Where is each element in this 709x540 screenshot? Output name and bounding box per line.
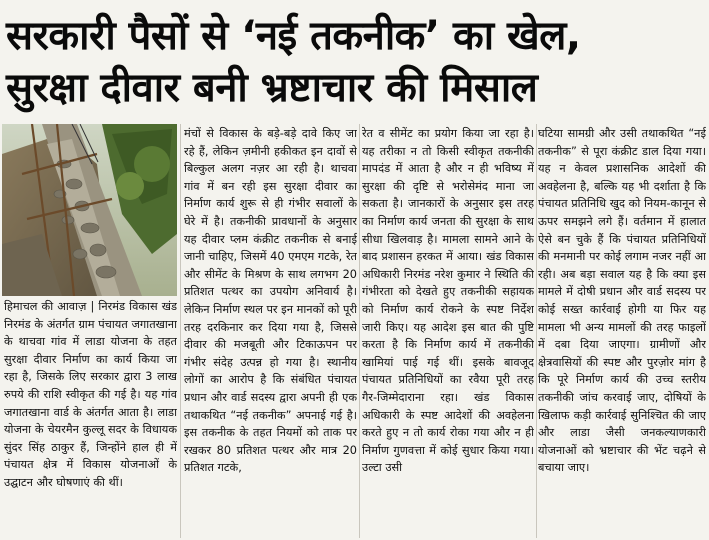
photo-illustration [2,124,177,296]
column-divider [180,124,181,538]
column-divider [536,124,537,538]
article-column-1: हिमाचल की आवाज़ | निरमंड विकास खंड निरमंड के अंतर्गत ग्राम पंचायत जगातखाना के थाचवा गांव में लाडा योजना के तहत सुरक्षा दीवार निर्माण का कार्य किया जा रहा है, जिसके लिए सरकार द्वारा 3 लाख रुपये की राशि स्वीकृत की गई है। यह गांव जगातखाना वार्ड के अंतर्गत आता है। लाडा योजना के चेयरमैन कुल्लू सदर के विधायक सुंदर सिंह ठाकुर हैं, जिन्होंने हाल ही में पंचायत क्षेत्र में विकास योजनाओं के उद्घाटन और घोषणाएं की थीं। [4,300,177,489]
headline-line-2: सुरक्षा दीवार बनी भ्रष्टाचार की मिसाल [6,65,538,111]
article-column-3: रेत व सीमेंट का प्रयोग किया जा रहा है। यह तरीका न तो किसी स्वीकृत तकनीकी मापदंड में आता है और न ही भविष्य में सुरक्षा की दृष्टि से भरोसेमंद माना जा सकता है। जानकारों के अनुसार इस तरह का निर्माण कार्य जनता की सुरक्षा के साथ सीधा खिलवाड़ है। मामला सामने आने के बाद प्रशासन हरकत में आया। खंड विकास अधिकारी निरमंड नरेश कुमार ने स्थिति की गंभीरता को देखते हुए तकनीकी सहायक को निर्माण कार्य रोकने के स्पष्ट निर्देश जारी किए। यह आदेश इस बात की पुष्टि करता है कि निर्माण कार्य में तकनीकी खामियां पाई गई थीं। इसके बावजूद पंचायत प्रतिनिधियों का रवैया पूरी तरह गैर-जिम्मेदाराना रहा। खंड विकास अधिकारी के स्पष्ट आदेशों की अवहेलना करते हुए न तो कार्य रोका गया और न ही निर्माण गुणवत्ता में कोई सुधार किया गया। उल्टा उसी [362,127,534,475]
article-column-2: मंचों से विकास के बड़े-बड़े दावे किए जा रहे हैं, लेकिन ज़मीनी हकीकत इन दावों से बिल्कुल अलग नज़र आ रही है। थाचवा गांव में बन रही इस सुरक्षा दीवार का निर्माण कार्य शुरू से ही गंभीर सवालों के घेरे में है। तकनीकी प्रावधानों के अनुसार यह दीवार प्लम कंक्रीट तकनीक से बनाई जानी चाहिए, जिसमें 40 एमएम गटके, रेत और सीमेंट के मिश्रण के साथ लगभग 20 प्रतिशत पत्थर का उपयोग अनिवार्य है। लेकिन निर्माण स्थल पर इन मानकों को पूरी तरह दरकिनार कर दिया गया है, जिससे दीवार की मजबूती और टिकाऊपन पर गंभीर संदेह उत्पन्न हो गया है। स्थानीय लोगों का आरोप है कि संबंधित पंचायत प्रधान और वार्ड सदस्य द्वारा अपनी ही एक तथाकथित “नई तकनीक” अपनाई गई है। इस तकनीक के तहत नियमों को ताक पर रखकर 80 प्रतिशत पत्थर और मात्र 20 प्रतिशत गटके, [184,127,357,475]
article-column-4: घटिया सामग्री और उसी तथाकथित “नई तकनीक” से पूरा कंक्रीट डाल दिया गया। यह न केवल प्रशासनिक आदेशों की अवहेलना है, बल्कि यह भी दर्शाता है कि पंचायत प्रतिनिधि खुद को नियम-कानून से ऊपर समझने लगे हैं। वर्तमान में हालात ऐसे बन चुके हैं कि पंचायत प्रतिनिधियों की मनमानी पर कोई लगाम नजर नहीं आ रही। अब बड़ा सवाल यह है कि क्या इस मामले में दोषी प्रधान और वार्ड सदस्य पर कोई सख्त कार्रवाई होगी या फिर यह मामला भी अन्य मामलों की तरह फाइलों में दबा दिया जाएगा। ग्रामीणों और क्षेत्रवासियों की स्पष्ट और पुरज़ोर मांग है कि पूरे निर्माण कार्य की उच्च स्तरीय तकनीकी जांच करवाई जाए, दोषियों के खिलाफ कड़ी कार्रवाई सुनिश्चित की जाए और लाडा जैसी जनकल्याणकारी योजनाओं को भ्रष्टाचार की भेंट चढ़ने से बचाया जाए। [538,127,706,475]
construction-site-photo [2,124,177,296]
column-divider [359,124,360,538]
headline-line-1: सरकारी पैसों से ‘नई तकनीक’ का खेल, [6,13,581,59]
